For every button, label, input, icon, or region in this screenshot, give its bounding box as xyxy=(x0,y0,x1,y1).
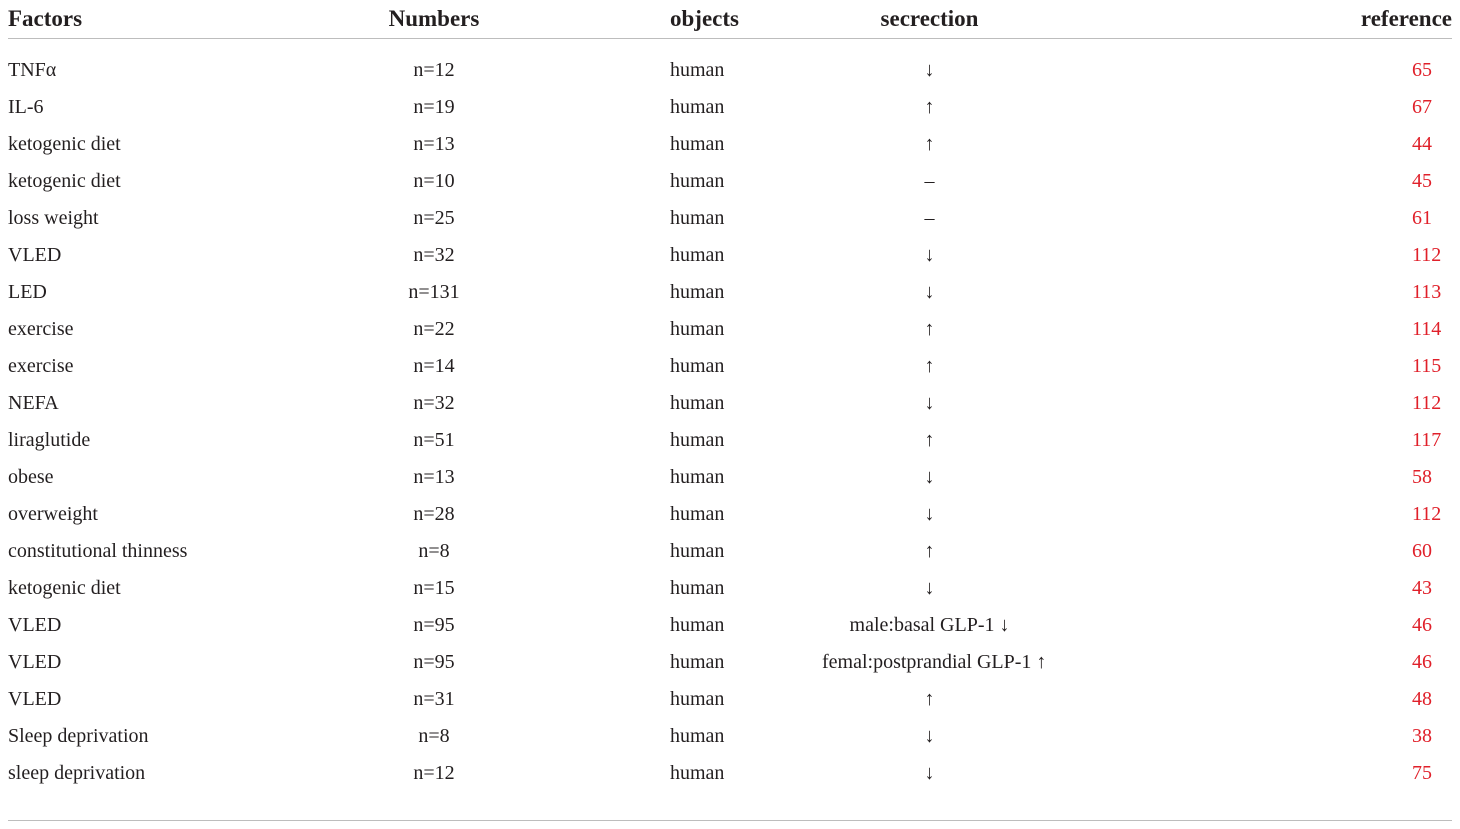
cell-spacer xyxy=(1037,533,1112,570)
cell-factor: ketogenic diet xyxy=(8,577,121,599)
table-row xyxy=(8,200,1452,237)
cell-factor: TNFα xyxy=(8,59,57,81)
cell-factor: exercise xyxy=(8,318,74,340)
cell-objects: human xyxy=(670,725,725,747)
cell-factor: Sleep deprivation xyxy=(8,725,149,747)
cell-secretion: ↓ xyxy=(924,244,935,266)
cell-reference: 43 xyxy=(1412,577,1432,599)
cell-objects: human xyxy=(670,540,725,562)
cell-objects: human xyxy=(670,614,725,636)
cell-objects: human xyxy=(670,170,725,192)
table-row xyxy=(8,422,1452,459)
cell-reference: 46 xyxy=(1412,651,1432,673)
cell-reference: 67 xyxy=(1412,96,1432,118)
cell-objects: human xyxy=(670,651,725,673)
cell-reference: 112 xyxy=(1412,392,1442,414)
header-secretion: secrection xyxy=(880,6,979,31)
cell-factor: obese xyxy=(8,466,54,488)
cell-reference: 61 xyxy=(1412,207,1432,229)
cell-numbers: n=22 xyxy=(413,318,455,340)
cell-numbers: n=8 xyxy=(418,540,450,562)
cell-factor: ketogenic diet xyxy=(8,170,121,192)
cell-spacer xyxy=(1037,496,1112,533)
cell-numbers: n=19 xyxy=(413,96,455,118)
table-row xyxy=(8,274,1452,311)
cell-spacer xyxy=(1037,422,1112,459)
cell-secretion: ↑ xyxy=(924,96,935,118)
cell-reference: 48 xyxy=(1412,688,1432,710)
cell-reference: 60 xyxy=(1412,540,1432,562)
cell-objects: human xyxy=(670,503,725,525)
cell-reference: 46 xyxy=(1412,614,1432,636)
cell-objects: human xyxy=(670,577,725,599)
cell-spacer xyxy=(1037,163,1112,200)
cell-reference: 112 xyxy=(1412,244,1442,266)
cell-secretion: ↑ xyxy=(924,688,935,710)
cell-objects: human xyxy=(670,762,725,784)
table-row xyxy=(8,644,1452,681)
cell-objects: human xyxy=(670,207,725,229)
table-row xyxy=(8,89,1452,126)
cell-secretion: – xyxy=(924,207,935,229)
cell-objects: human xyxy=(670,429,725,451)
table-row xyxy=(8,385,1452,422)
table-row xyxy=(8,718,1452,755)
cell-secretion: ↓ xyxy=(924,725,935,747)
cell-factor: VLED xyxy=(8,688,62,710)
cell-spacer xyxy=(1037,52,1112,89)
cell-numbers: n=131 xyxy=(408,281,460,303)
cell-secretion: ↓ xyxy=(924,577,935,599)
cell-secretion: ↓ xyxy=(924,392,935,414)
header-objects: objects xyxy=(670,6,739,31)
cell-objects: human xyxy=(670,355,725,377)
cell-reference: 115 xyxy=(1412,355,1442,377)
cell-numbers: n=14 xyxy=(413,355,455,377)
table-row xyxy=(8,533,1452,570)
cell-objects: human xyxy=(670,281,725,303)
cell-factor: VLED xyxy=(8,614,62,636)
table-row xyxy=(8,348,1452,385)
cell-factor: overweight xyxy=(8,503,98,525)
cell-numbers: n=13 xyxy=(413,466,455,488)
cell-factor: constitutional thinness xyxy=(8,540,188,562)
header-spacer-row xyxy=(8,39,1452,53)
cell-numbers: n=13 xyxy=(413,133,455,155)
cell-spacer xyxy=(1037,570,1112,607)
cell-numbers: n=31 xyxy=(413,688,455,710)
cell-numbers: n=15 xyxy=(413,577,455,599)
factors-table xyxy=(8,0,1452,792)
table-row xyxy=(8,237,1452,274)
cell-reference: 114 xyxy=(1412,318,1442,340)
cell-objects: human xyxy=(670,244,725,266)
header-reference: reference xyxy=(1360,6,1452,31)
cell-secretion: ↓ xyxy=(924,281,935,303)
cell-secretion: ↓ xyxy=(924,503,935,525)
cell-secretion: ↑ xyxy=(924,429,935,451)
cell-spacer xyxy=(1037,385,1112,422)
table-row xyxy=(8,52,1452,89)
cell-objects: human xyxy=(670,688,725,710)
cell-numbers: n=12 xyxy=(413,762,455,784)
cell-numbers: n=32 xyxy=(413,392,455,414)
table-row xyxy=(8,755,1452,792)
cell-factor: exercise xyxy=(8,355,74,377)
cell-objects: human xyxy=(670,96,725,118)
table-header-row xyxy=(8,0,1452,39)
cell-secretion: male:basal GLP-1 ↓ xyxy=(849,614,1010,636)
cell-reference: 45 xyxy=(1412,170,1432,192)
cell-reference: 65 xyxy=(1412,59,1432,81)
cell-spacer xyxy=(1037,348,1112,385)
cell-factor: loss weight xyxy=(8,207,99,229)
cell-numbers: n=32 xyxy=(413,244,455,266)
header-factors: Factors xyxy=(8,6,83,31)
table-row xyxy=(8,311,1452,348)
cell-numbers: n=8 xyxy=(418,725,450,747)
cell-numbers: n=25 xyxy=(413,207,455,229)
cell-reference: 112 xyxy=(1412,503,1442,525)
cell-reference: 38 xyxy=(1412,725,1432,747)
cell-numbers: n=28 xyxy=(413,503,455,525)
cell-spacer xyxy=(1037,200,1112,237)
cell-spacer xyxy=(1037,237,1112,274)
cell-secretion: ↑ xyxy=(924,540,935,562)
cell-objects: human xyxy=(670,392,725,414)
cell-secretion: – xyxy=(924,170,935,192)
cell-numbers: n=12 xyxy=(413,59,455,81)
table-row xyxy=(8,496,1452,533)
header-numbers: Numbers xyxy=(388,6,480,31)
cell-objects: human xyxy=(670,59,725,81)
cell-reference: 58 xyxy=(1412,466,1432,488)
table-row xyxy=(8,126,1452,163)
cell-spacer xyxy=(1037,644,1112,681)
cell-factor: VLED xyxy=(8,244,62,266)
cell-spacer xyxy=(1037,126,1112,163)
cell-factor: liraglutide xyxy=(8,429,91,451)
cell-reference: 117 xyxy=(1412,429,1442,451)
table-bottom-rule xyxy=(8,820,1452,821)
table-row xyxy=(8,607,1452,644)
cell-numbers: n=95 xyxy=(413,651,455,673)
cell-factor: sleep deprivation xyxy=(8,762,146,784)
cell-factor: NEFA xyxy=(8,392,59,414)
cell-spacer xyxy=(1037,459,1112,496)
cell-secretion: ↓ xyxy=(924,466,935,488)
cell-secretion: ↑ xyxy=(924,133,935,155)
cell-spacer xyxy=(1037,274,1112,311)
factors-table-container xyxy=(8,0,1452,792)
cell-spacer xyxy=(1037,311,1112,348)
cell-numbers: n=10 xyxy=(413,170,455,192)
cell-spacer xyxy=(1037,607,1112,644)
cell-secretion: femal:postprandial GLP-1 ↑ xyxy=(822,651,1047,673)
cell-reference: 113 xyxy=(1412,281,1442,303)
table-row xyxy=(8,163,1452,200)
cell-secretion: ↓ xyxy=(924,762,935,784)
cell-factor: IL-6 xyxy=(8,96,44,118)
cell-factor: VLED xyxy=(8,651,62,673)
cell-objects: human xyxy=(670,318,725,340)
cell-reference: 44 xyxy=(1412,133,1432,155)
cell-secretion: ↓ xyxy=(924,59,935,81)
cell-spacer xyxy=(1037,718,1112,755)
table-row xyxy=(8,570,1452,607)
cell-objects: human xyxy=(670,133,725,155)
table-row xyxy=(8,459,1452,496)
table-body xyxy=(8,39,1452,793)
cell-secretion: ↑ xyxy=(924,318,935,340)
cell-reference: 75 xyxy=(1412,762,1432,784)
cell-objects: human xyxy=(670,466,725,488)
cell-numbers: n=51 xyxy=(413,429,455,451)
table-row xyxy=(8,681,1452,718)
cell-numbers: n=95 xyxy=(413,614,455,636)
cell-spacer xyxy=(1037,681,1112,718)
cell-secretion: ↑ xyxy=(924,355,935,377)
header-spacer xyxy=(1037,0,1112,39)
cell-spacer xyxy=(1037,89,1112,126)
cell-factor: LED xyxy=(8,281,47,303)
cell-spacer xyxy=(1037,755,1112,792)
cell-factor: ketogenic diet xyxy=(8,133,121,155)
